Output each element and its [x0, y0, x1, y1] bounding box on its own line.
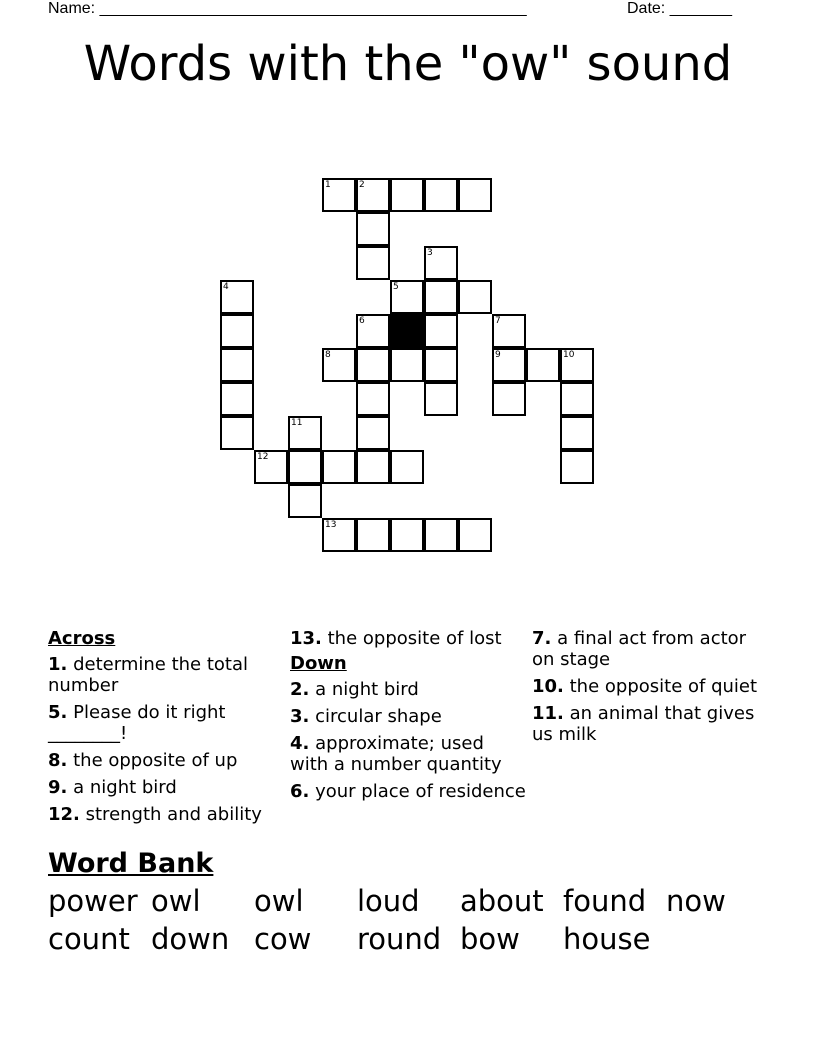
word-bank-word: cow [254, 922, 312, 956]
crossword-cell[interactable] [356, 212, 390, 246]
clue-number: 9 [495, 350, 501, 360]
name-field-label: Name: ________________________________________________ [48, 0, 527, 17]
crossword-cell[interactable] [356, 518, 390, 552]
clue-number: 13 [325, 520, 337, 530]
crossword-cell[interactable] [492, 382, 526, 416]
clue-number: 6 [359, 316, 365, 326]
clue-number-label: 9. [48, 777, 68, 798]
clue-column-3 [532, 628, 768, 751]
clue-number: 4 [223, 282, 229, 292]
clue-column-1 [48, 628, 284, 831]
crossword-cell[interactable] [526, 348, 560, 382]
clue-text: the opposite of up [73, 750, 238, 771]
clue-number-label: 8. [48, 750, 68, 771]
crossword-cell[interactable] [220, 280, 254, 314]
clue [48, 777, 284, 798]
crossword-cell[interactable] [492, 314, 526, 348]
clue-number-label: 3. [290, 706, 310, 727]
clue-text: approximate; used with a number quantity [290, 733, 502, 775]
clue-text: strength and ability [85, 804, 262, 825]
crossword-cell[interactable] [424, 280, 458, 314]
clue-number-label: 11. [532, 703, 564, 724]
clue [48, 804, 284, 825]
across-heading: Across [48, 628, 116, 649]
crossword-cell[interactable] [288, 450, 322, 484]
crossword-cell[interactable] [356, 246, 390, 280]
word-bank-word: about [460, 884, 544, 918]
crossword-cell[interactable] [560, 348, 594, 382]
crossword-cell[interactable] [492, 348, 526, 382]
crossword-cell[interactable] [288, 484, 322, 518]
clue-text: your place of residence [315, 781, 526, 802]
clue-number: 5 [393, 282, 399, 292]
clue-text: an animal that gives us milk [532, 703, 755, 745]
clue-number-label: 13. [290, 628, 322, 649]
crossword-cell[interactable] [424, 178, 458, 212]
crossword-cell[interactable] [424, 314, 458, 348]
crossword-cell[interactable] [322, 178, 356, 212]
word-bank-word: now [666, 884, 726, 918]
clue-number-label: 7. [532, 628, 552, 649]
crossword-cell[interactable] [390, 348, 424, 382]
crossword-block [390, 314, 424, 348]
clue-text: a final act from actor on stage [532, 628, 747, 670]
clue [48, 654, 284, 696]
clue [532, 676, 768, 697]
crossword-cell[interactable] [390, 450, 424, 484]
down-clues-list-continued [532, 628, 768, 745]
crossword-cell[interactable] [424, 246, 458, 280]
crossword-cell[interactable] [560, 416, 594, 450]
crossword-cell[interactable] [356, 416, 390, 450]
clue [48, 750, 284, 771]
crossword-cell[interactable] [560, 450, 594, 484]
clue-text: the opposite of quiet [569, 676, 758, 697]
word-bank-word: power [48, 884, 138, 918]
word-bank-word: owl [151, 884, 201, 918]
word-bank-word: found [563, 884, 647, 918]
crossword-cell[interactable] [356, 450, 390, 484]
crossword-cell[interactable] [356, 382, 390, 416]
clue-number: 1 [325, 180, 331, 190]
crossword-cell[interactable] [458, 518, 492, 552]
clue-number: 10 [563, 350, 575, 360]
crossword-cell[interactable] [458, 280, 492, 314]
crossword-cell[interactable] [220, 416, 254, 450]
page-title: Words with the "ow" sound [83, 36, 733, 92]
crossword-cell[interactable] [390, 518, 424, 552]
crossword-cell[interactable] [356, 314, 390, 348]
clue-text: a night bird [315, 679, 419, 700]
clue-number-label: 5. [48, 702, 68, 723]
crossword-cell[interactable] [322, 518, 356, 552]
crossword-cell[interactable] [220, 314, 254, 348]
crossword-cell[interactable] [288, 416, 322, 450]
word-bank-word: count [48, 922, 130, 956]
crossword-cell[interactable] [458, 178, 492, 212]
clue-number-label: 12. [48, 804, 80, 825]
clue-number: 3 [427, 248, 433, 258]
clue-number-label: 1. [48, 654, 68, 675]
crossword-cell[interactable] [254, 450, 288, 484]
crossword-cell[interactable] [322, 348, 356, 382]
clue-number-label: 2. [290, 679, 310, 700]
clue [290, 781, 526, 802]
clue-number: 12 [257, 452, 269, 462]
word-bank-title: Word Bank [48, 848, 214, 879]
clue-number: 2 [359, 180, 365, 190]
clue-number-label: 6. [290, 781, 310, 802]
clue-text: Please do it right ________! [48, 702, 226, 744]
clue [290, 733, 526, 775]
crossword-cell[interactable] [424, 518, 458, 552]
crossword-cell[interactable] [220, 348, 254, 382]
word-bank-word: round [357, 922, 442, 956]
word-bank-word: down [151, 922, 230, 956]
crossword-cell[interactable] [390, 280, 424, 314]
crossword-cell[interactable] [322, 450, 356, 484]
crossword-cell[interactable] [424, 382, 458, 416]
clue [48, 702, 284, 744]
down-clues-list [290, 679, 526, 802]
crossword-cell[interactable] [390, 178, 424, 212]
crossword-cell[interactable] [356, 178, 390, 212]
crossword-cell[interactable] [356, 348, 390, 382]
word-bank-word: owl [254, 884, 304, 918]
word-bank-word: loud [357, 884, 420, 918]
clue [290, 628, 526, 649]
clue-number: 11 [291, 418, 303, 428]
across-clues-list [48, 654, 284, 825]
crossword-cell[interactable] [560, 382, 594, 416]
clue [290, 706, 526, 727]
clue-number-label: 10. [532, 676, 564, 697]
clue-number-label: 4. [290, 733, 310, 754]
clue-text: the opposite of lost [327, 628, 502, 649]
clue [532, 703, 768, 745]
clue-column-2 [290, 628, 526, 808]
crossword-cell[interactable] [220, 382, 254, 416]
date-field-label: Date: _______ [627, 0, 732, 17]
clue-text: determine the total number [48, 654, 248, 696]
clue-number: 8 [325, 350, 331, 360]
crossword-cell[interactable] [424, 348, 458, 382]
clue [290, 679, 526, 700]
clue [532, 628, 768, 670]
clue-number: 7 [495, 316, 501, 326]
header-line [0, 0, 816, 20]
clue-text: a night bird [73, 777, 177, 798]
across-clues-list-continued [290, 628, 526, 649]
clue-text: circular shape [315, 706, 442, 727]
word-bank-word: house [563, 922, 651, 956]
word-bank-word: bow [460, 922, 520, 956]
down-heading: Down [290, 653, 347, 674]
